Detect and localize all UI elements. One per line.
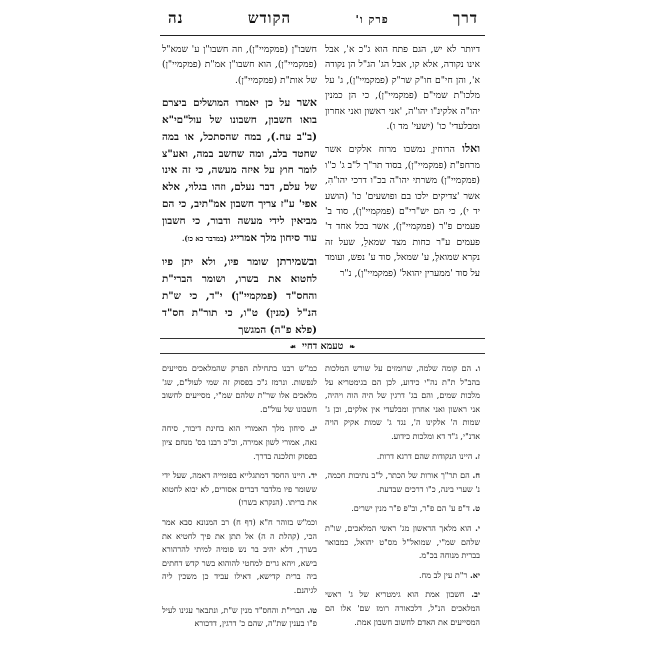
footnote — [162, 604, 317, 631]
paragraph-opening-word: אשר — [296, 96, 317, 110]
footnote-number: י. — [475, 522, 480, 533]
section-title: טעמא דחיי — [302, 340, 344, 352]
notes-column-right — [325, 362, 480, 635]
bold-paragraph — [162, 95, 317, 247]
bold-paragraph — [162, 254, 317, 338]
footnote-number: יא. — [469, 569, 480, 580]
running-head — [168, 9, 478, 28]
running-title-middle: הקודש — [247, 9, 292, 27]
footnote — [325, 362, 480, 444]
footnote — [325, 588, 480, 629]
footnote-number: יד. — [308, 470, 317, 481]
main-paragraph — [325, 141, 480, 281]
footnote-text: כמ"ש רבנו בתחילת הפרק שהמלאכים מסייעים לנפשות. ונרמז ג"כ בפסוק זה שמי לעול"ם, שג' מלאכים אלו שר"ת שלהם שמ"י, מסייעים לחשוב חשבונו של עול"ם. — [162, 364, 317, 414]
footnote-text: סיחון מלך האמורי הוא בחינת דיבור, סיחה נאה, אמורי לשון אמירה, וכ"כ רבנו בס' מנחם ציון בפסוק ותלכנה בדרך. — [162, 424, 317, 461]
footnote-number: יב. — [471, 589, 480, 600]
paragraph-opening-word: ואלו — [462, 142, 481, 156]
footnote — [162, 362, 317, 416]
footnote-text: הם תר"ך אורות של הכתר, ל"ב נתיבות חכמה, נ' שערי בינה, כ"ו דרכים שבדעת. — [325, 471, 480, 494]
footnote-text: הם קומה שלמה, שרומזים על שורש המלכות בהב"ל ת"ת נה"י כידוע, לכן הם בגימטריא על מלכות שמים, והם בג' דרגין של היה הוה ויהיה, אני ראשון ואני אחרון ומבלעדי אין אלקים, וכן ג' שמות ה' אלקינו ה', נגד ג' שמות אקיק הויה אדנ"י, ג"ד דא ומלכות כידוע. — [325, 364, 480, 441]
section-banner — [160, 338, 485, 354]
main-column-right — [325, 42, 480, 288]
running-title-right: דרך — [453, 9, 478, 27]
source-reference: (במדבר כא כו). — [182, 233, 227, 243]
page-number: נה — [168, 9, 184, 27]
paragraph-text: שומר פיו, ולא יתן פיו לחטוא את בשרו, ושומר הברי"ת והחס"ד (פמקמיי"ן) י"ד, כי ש"ת הנ"ל (מנין) ט"ו, כי תור"ת חס"ד (פלא פ"ה) המגשך — [162, 256, 317, 336]
footnote-text: היינו החסד דמתגלייא בפומייה דאמה, שעל ידי ששומר פיו מלדבר דברים אסורים, לא יבוא לחטוא את בריתו. (הנקרא בשרו) — [162, 471, 317, 508]
footnote-number: ו. — [475, 363, 481, 373]
header-rule — [160, 35, 485, 36]
main-paragraph: דיותר לא יש, הגם פתח הוא ג"כ א', אבל אינו נקודה, אלא קו, אבל הג' הג"ל הן נקודה א', והן חי"ם חו"ק שר"ק (פמקמיי"ן), ג' על מלכו"ת שמי"ם (פמקמיי"ן), כי הן כמנין יהו"ה אלקינ"ו יהו"ה, 'אני ראשון ואני אחרון ומבלעדי' כו' (ישעי' מד ו). — [325, 44, 480, 133]
paragraph-text: הרוחיןָ נמשכו מרוח אלקים אשר מרחפ"ת (פמקמיי"ן), בסוד תר"ך ל"ב ג' כ"ו (פמקמיי"ן) משרתי יהו"ה בכ"ו דרכי יהו"הִ, אשר 'צדיקים ילכו בם ופושעים' כו' (הושע יד י), כי הם יש"רי"ם (פמקמיי"ן), סוד ב' פעמים פ"ר (פמקמיי"ן), אשר בכל אחד ד' פעמים ע"ר כחות מצד שמאלֵ, שעל זה נקרא שמואלֶ, ע' שמאל, סוד ע' נפש, ועומד על סוד 'ממערין יהואל' (פמקמיי"ן), נ"ר — [325, 144, 480, 279]
footnote — [325, 502, 480, 516]
footnote — [162, 516, 317, 598]
footnote-text: וכמ"ש בזוהר ח"א (דף ח) רב המנונא סבא אמר הכי, (קהלת ה ה) אל תתן את פיך לחטיא את בשרך, דלא יהיב בר נש פומיה למיתי להרהורא בישא, ויהא גרים למחטי להוהוא בשר קדש דחתים ביה ברית קדישא, דאילו עביד כן משכין ליה לגיהנם. — [162, 517, 317, 595]
footnote-number: יג. — [309, 423, 317, 434]
footnote-number: ט. — [472, 503, 480, 514]
footnote-number: ז. — [474, 450, 480, 461]
ornament-icon: ☙ — [289, 341, 297, 351]
footnote — [162, 469, 317, 510]
footnote — [325, 450, 480, 464]
footnote — [325, 569, 480, 583]
paragraph-opening-word: ובשמירתן — [276, 255, 317, 269]
ornament-icon: ❧ — [349, 341, 356, 351]
footnote-text: חשבון אמת הוא גימטריא של ג' ראשי המלאכים הנ"ל, דלכאורה רומז שם' אלו הם המסייעים את האדם לחשוב חשבון אמת. — [325, 590, 480, 627]
footnote-text: הוא מלאך הראשון מג' ראשי המלאכים, שו"ת שלהם שמ"י, שמואל"ל מס"ט יהואל, כמבואר בברית מנוחה בכ"מ. — [325, 523, 480, 561]
footnote-number: טו. — [307, 604, 317, 615]
main-paragraph: חשבו"ן (פמקמיי"ן), וזה חשבו"ן ע' שמא"ל (פמקמיי"ן), הוא חשבו"ן אמ"ת (פמקמיי"ן) של אות"ת (פמקמיי"ן). — [162, 44, 317, 86]
notes-column-left — [162, 362, 317, 637]
footnote-text: הברי"ת והחס"ד מנין ש"ת, ונתבאר עגינו לעיל פ"ו בענין שת"ה, שהם כ' דרגין, דדכורא — [162, 605, 317, 629]
footnote-text: ד"פ ע' הם פ"ר, וב"פ פ"ר מנין ישרים. — [351, 504, 470, 514]
chapter-label: פרק ו' — [355, 13, 389, 26]
footnote — [325, 522, 480, 563]
footnote-number: ח. — [472, 470, 481, 481]
paragraph-text: על כן יאמרו המושלים ביצרם בואו חשבון, חשבונו של עול"םי"א (ב"ב עח.), במה שהסתכל, או במה שחטד בלב, ומה שחשב במה, ואע"צ לומר חוץ על איזה מעשה, כי זה אינו של עלם, דבר נעלם, וזהו בגלוי, אלא אפי' ע"ז צריך חשבון אמ"תיב, כי הם מביאין לידי מעשה ודבור, כי חשבון עוד סיחון מלך אמרייג — [162, 97, 317, 244]
footnote — [162, 422, 317, 463]
footnote — [325, 469, 480, 496]
footnote-text: היינו הנקודות שהם דרגא דרות. — [376, 451, 473, 461]
main-column-left — [162, 42, 317, 345]
footnote-text: ר"ת עין לב מח. — [419, 570, 468, 580]
